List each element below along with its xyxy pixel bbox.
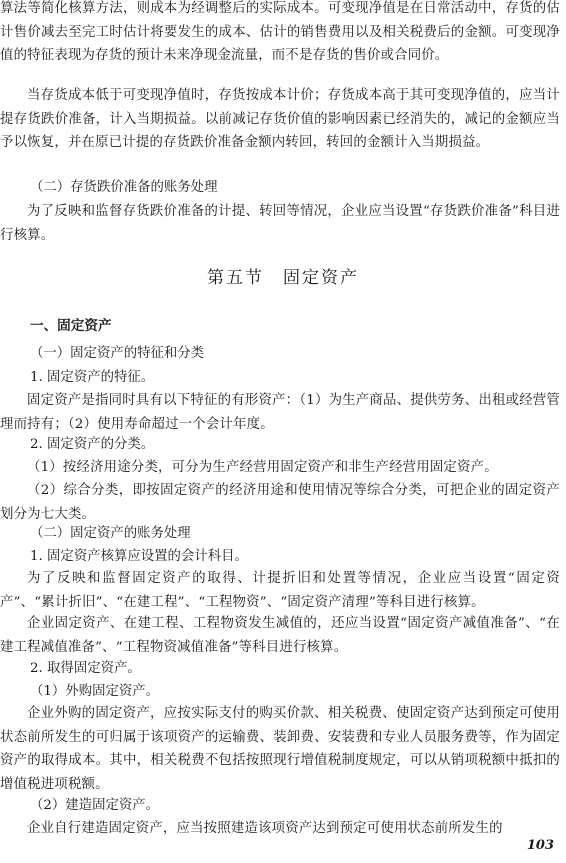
paragraph-fixed-asset-definition: 固定资产是指同时具有以下特征的有形资产：（1）为生产商品、提供劳务、出租或经营管理而持有；（2）使用寿命超过一个会计年度。 — [0, 393, 560, 432]
item-purchased-fixed-assets: （1）外购固定资产。 — [30, 684, 160, 699]
paragraph-nrv-definition: 算法等简化核算方法，则成本为经调整后的实际成本。可变现净值是在日常活动中，存货的估计售价减去至完工时估计将要发生的成本、估计的销售费用以及相关税费后的金额。可变现净值的特征表现为存货的预计未来净现金流量，而不是存货的售价或合同价。 — [0, 1, 560, 63]
paragraph-inventory-valuation: 当存货成本低于可变现净值时，存货按成本计价；存货成本高于其可变现净值的，应当计提存货跌价准备，计入当期损益。以前减记存货价值的影响因素已经消失的，减记的金额应当予以恢复，并在原已计提的存货跌价准备金额内转回，转回的金额计入当期损益。 — [0, 88, 560, 150]
subheading-fixed-asset-features: （一）固定资产的特征和分类 — [30, 346, 205, 361]
item-fixed-asset-features: 1. 固定资产的特征。 — [30, 370, 155, 385]
paragraph-impairment-account-setup: 为了反映和监督存货跌价准备的计提、转回等情况，企业应当设置“存货跌价准备”科目进行核算。 — [0, 204, 560, 243]
section-title: 第五节 固定资产 — [207, 268, 359, 288]
paragraph-fixed-asset-accounts: 为了反映和监督固定资产的取得、计提折旧和处置等情况，企业应当设置“固定资产”、“累计折旧”、“在建工程”、“工程物资”、“固定资产清理”等科目进行核算。 — [0, 571, 560, 610]
item-fixed-asset-accounts: 1. 固定资产核算应设置的会计科目。 — [30, 549, 248, 564]
item-acquire-fixed-assets: 2. 取得固定资产。 — [30, 661, 141, 676]
heading-fixed-assets: 一、固定资产 — [30, 318, 112, 334]
paragraph-comprehensive-classification: （2）综合分类，即按固定资产的经济用途和使用情况等综合分类，可把企业的固定资产划分为七大类。 — [0, 483, 560, 522]
paragraph-impairment-accounts: 企业固定资产、在建工程、工程物资发生减值的，还应当设置“固定资产减值准备”、“在建工程减值准备”、“工程物资减值准备”等科目进行核算。 — [0, 616, 560, 655]
page-number: 103 — [526, 838, 554, 853]
subheading-inventory-impairment-accounting: （二）存货跌价准备的账务处理 — [30, 180, 218, 195]
item-fixed-asset-classification: 2. 固定资产的分类。 — [30, 437, 155, 452]
paragraph-purchase-cost: 企业外购的固定资产，应按实际支付的购买价款、相关税费、使固定资产达到预定可使用状态前所发生的可归属于该项资产的运输费、装卸费、安装费和专业人员服务费等，作为固定资产的取得成本。其中，相关税费不包括按照现行增值税制度规定，可以从销项税额中抵扣的增值税进项税额。 — [0, 706, 560, 792]
subheading-fixed-asset-accounting: （二）固定资产的账务处理 — [30, 526, 191, 541]
paragraph-construction-cost: 企业自行建造固定资产，应当按照建造该项资产达到预定可使用状态前所发生的 — [27, 821, 503, 836]
item-constructed-fixed-assets: （2）建造固定资产。 — [30, 798, 160, 813]
paragraph-classification-by-use: （1）按经济用途分类，可分为生产经营用固定资产和非生产经营用固定资产。 — [27, 460, 498, 475]
